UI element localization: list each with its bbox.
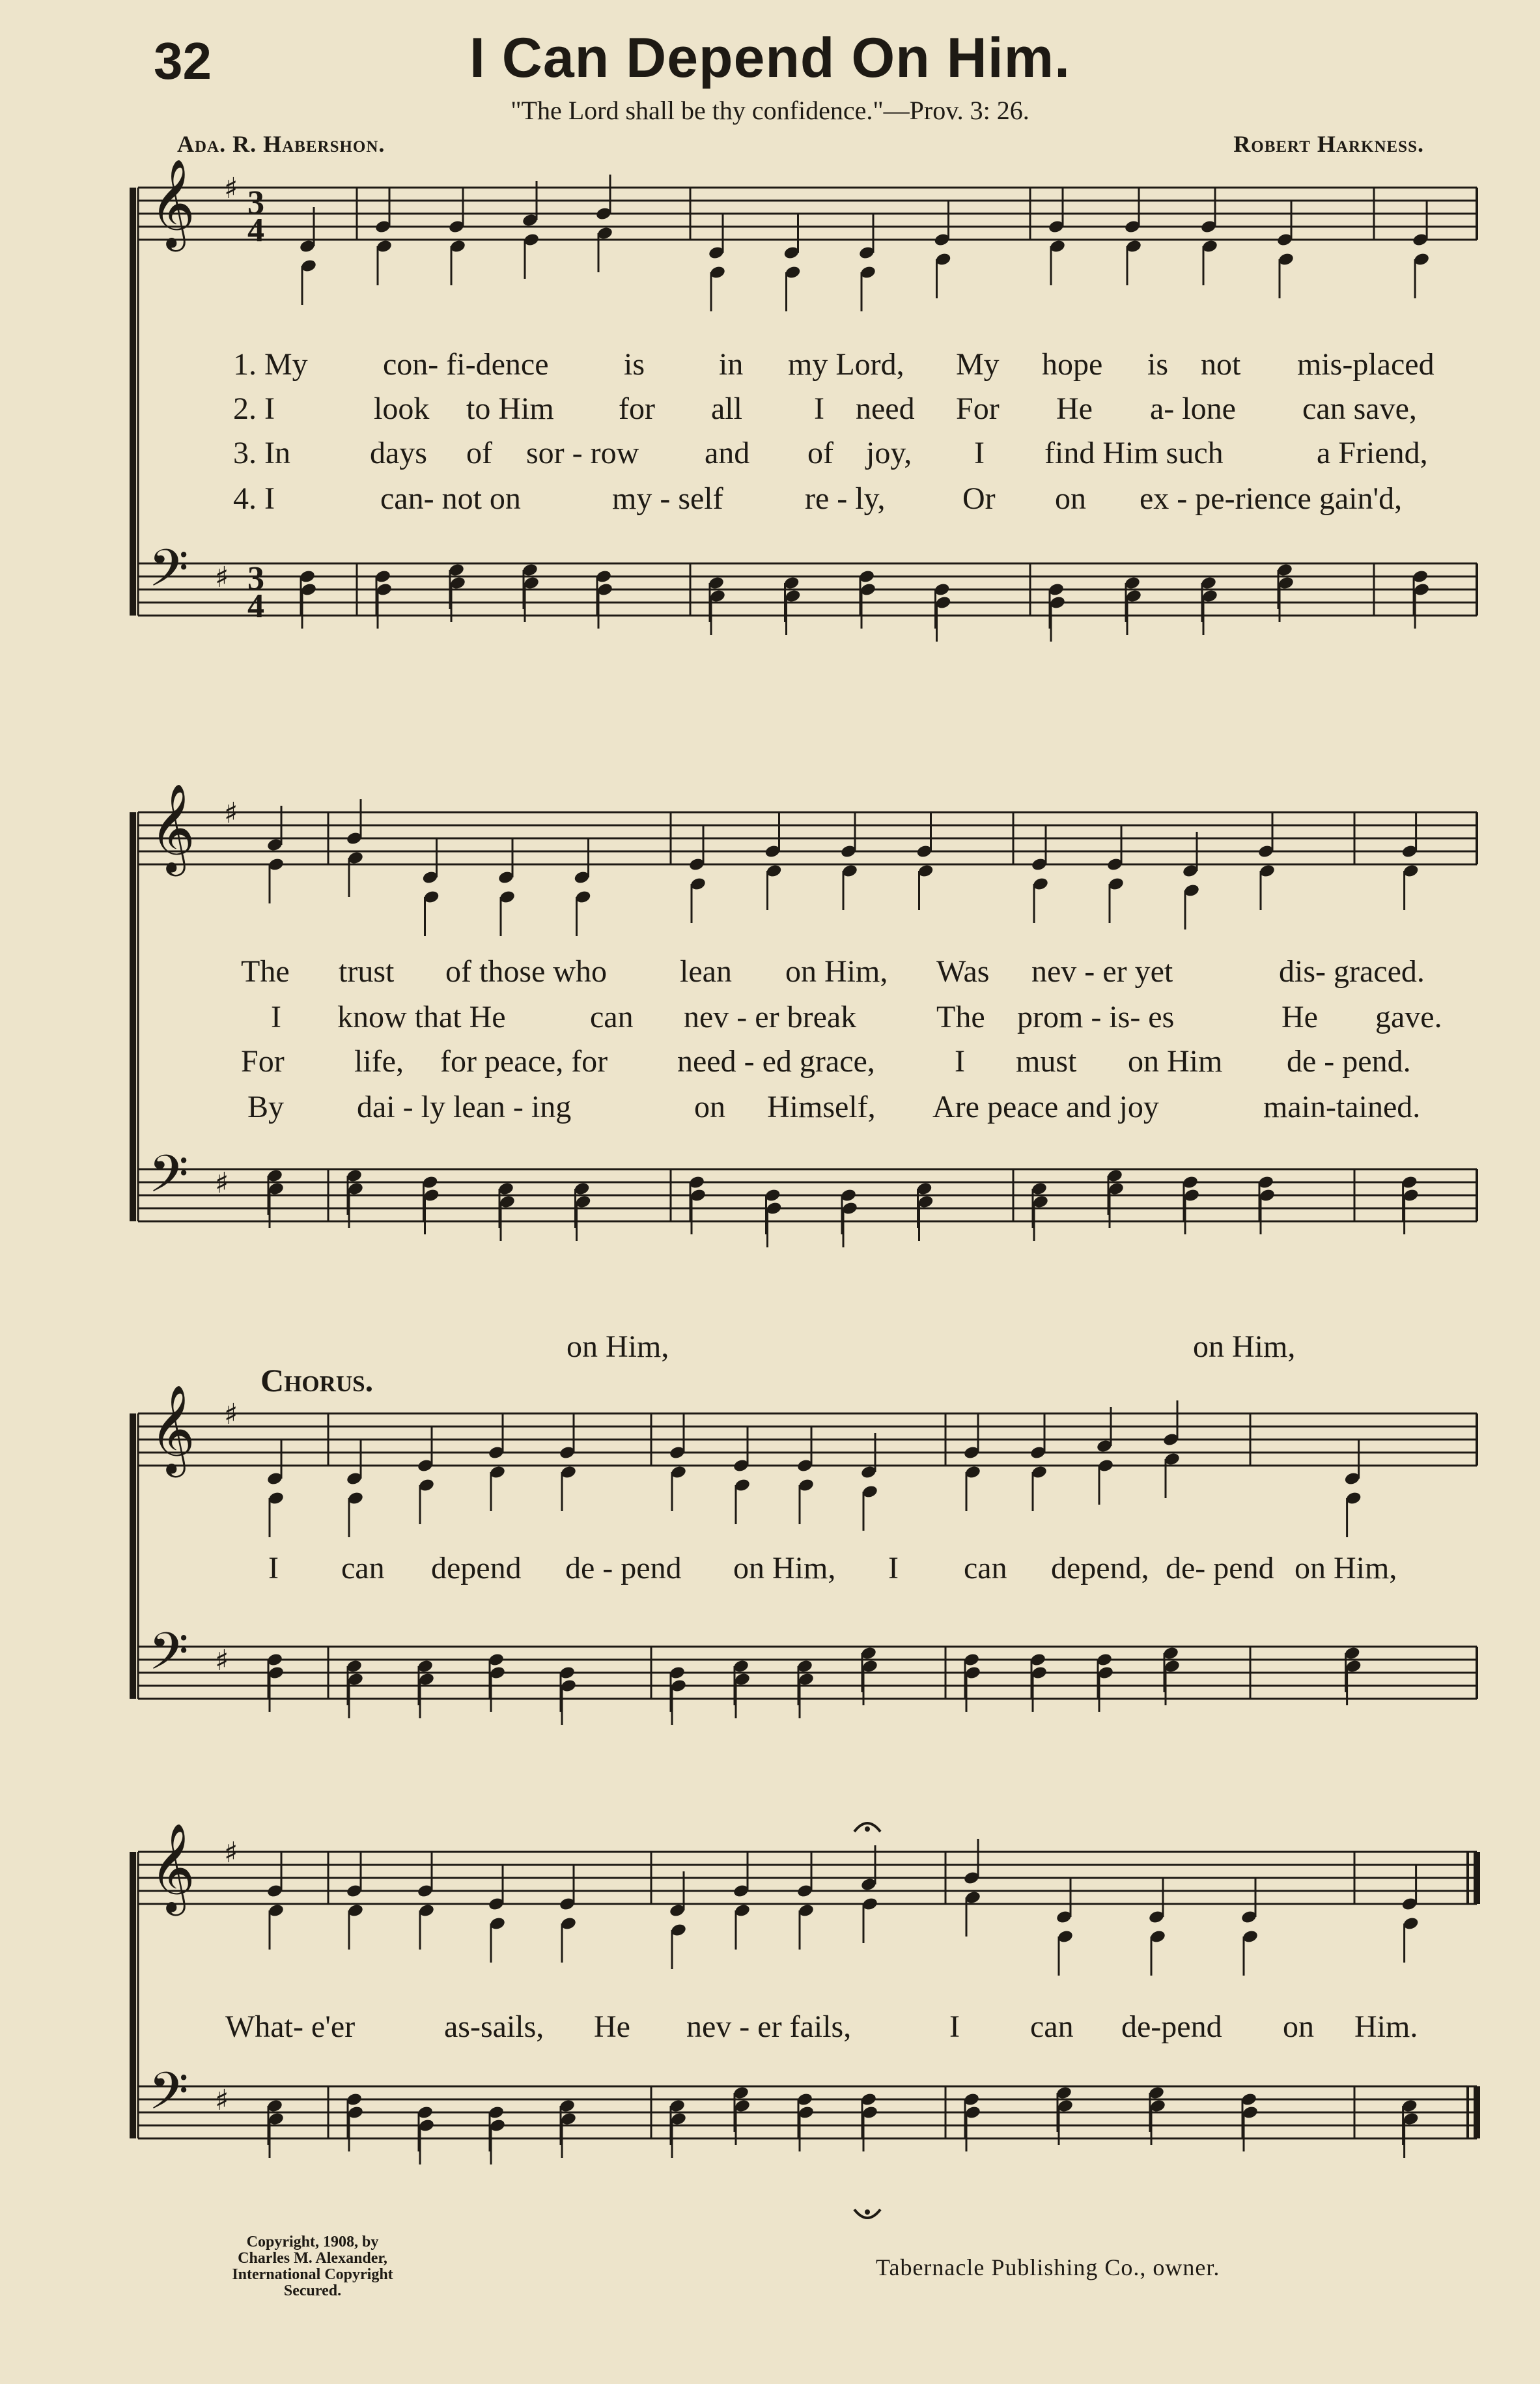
- sharp-key-signature-icon: ♯: [224, 797, 238, 830]
- chorus-word: can: [341, 1551, 385, 1585]
- chorus-word: I: [268, 1551, 279, 1585]
- verse-2-word: a- lone: [1150, 391, 1236, 426]
- verse-1-word: mis-placed: [1297, 347, 1435, 382]
- verse-4-word: re - ly,: [805, 481, 886, 516]
- final-word: I: [949, 2009, 960, 2044]
- verse-3-word: joy,: [866, 436, 912, 470]
- final-word: de-pend: [1121, 2009, 1222, 2044]
- verse-2-word: 2. I: [233, 391, 275, 426]
- time-signature-top: 3: [247, 184, 264, 221]
- verse-1-word: My: [956, 347, 1000, 382]
- verse-2-word: can: [590, 1000, 634, 1034]
- verse-1-word: not: [1201, 347, 1241, 382]
- verse-1-word: Was: [936, 954, 990, 989]
- chorus-word: depend,: [1051, 1551, 1149, 1585]
- verse-2-word: prom - is- es: [1017, 1000, 1175, 1034]
- copyright-line: Charles M. Alexander,: [238, 2250, 387, 2267]
- verse-4-word: Are peace and joy: [932, 1090, 1159, 1124]
- verse-1-word: is: [1147, 347, 1169, 382]
- verse-2-word: I: [271, 1000, 281, 1034]
- sharp-key-signature-icon: ♯: [224, 172, 238, 205]
- verse-1-word: 1. My: [233, 347, 308, 382]
- verse-1-word: lean: [680, 954, 732, 989]
- verse-1-word: is: [624, 347, 645, 382]
- verse-1-word: con- fi-dence: [383, 347, 549, 382]
- verse-3-word: I: [974, 436, 985, 470]
- sharp-key-signature-icon: ♯: [215, 1167, 229, 1200]
- verse-1-word: nev - er yet: [1031, 954, 1173, 989]
- bass-clef-icon: 𝄢: [148, 1621, 189, 1694]
- verse-3-word: on Him: [1128, 1044, 1223, 1079]
- verse-3-word: need - ed grace,: [677, 1044, 875, 1079]
- lyricist-credit: Ada. R. Habershon.: [177, 131, 385, 157]
- verse-4-word: By: [247, 1090, 285, 1124]
- verse-3-word: sor - row: [526, 436, 639, 470]
- fermata-dot: [865, 2209, 870, 2215]
- hymn-title: I Can Depend On Him.: [469, 27, 1071, 89]
- composer-credit: Robert Harkness.: [1233, 131, 1424, 157]
- verse-4-word: ex - pe-rience gain'd,: [1140, 481, 1403, 516]
- verse-4-word: on: [694, 1090, 725, 1124]
- sharp-key-signature-icon: ♯: [215, 2084, 229, 2117]
- verse-1-word: my Lord,: [788, 347, 904, 382]
- verse-1-word: trust: [339, 954, 395, 989]
- verse-4-word: dai - ly lean - ing: [357, 1090, 572, 1124]
- verse-1-word: of those who: [445, 954, 607, 989]
- verse-3-word: must: [1016, 1044, 1077, 1079]
- echo-text: on Him,: [567, 1329, 669, 1364]
- treble-clef-icon: 𝄞: [150, 158, 195, 248]
- verse-1-word: in: [719, 347, 744, 382]
- verse-2-word: I: [814, 391, 824, 426]
- verse-2-word: He: [1281, 1000, 1318, 1034]
- chorus-word: on Him,: [733, 1551, 836, 1585]
- verse-1-word: dis- graced.: [1279, 954, 1425, 989]
- verse-3-word: 3. In: [233, 436, 290, 470]
- final-word: He: [594, 2009, 630, 2044]
- time-signature-bottom: 4: [247, 212, 264, 249]
- final-word: Him.: [1354, 2009, 1418, 2044]
- verse-3-word: I: [955, 1044, 965, 1079]
- chorus-word: de- pend: [1166, 1551, 1274, 1585]
- verse-2-word: all: [711, 391, 742, 426]
- copyright-notice: [215, 2234, 410, 2299]
- sharp-key-signature-icon: ♯: [215, 561, 229, 594]
- bass-clef-icon: 𝄢: [148, 2061, 189, 2134]
- verse-2-word: nev - er break: [684, 1000, 857, 1034]
- chorus-word: can: [964, 1551, 1007, 1585]
- verse-2-word: to Him: [466, 391, 554, 426]
- final-word: nev - er fails,: [686, 2009, 852, 2044]
- verse-1-word: on Him,: [785, 954, 888, 989]
- verse-4-word: main-tained.: [1263, 1090, 1421, 1124]
- verse-2-word: look: [374, 391, 430, 426]
- verse-2-word: He: [1056, 391, 1093, 426]
- verse-2-word: For: [956, 391, 1000, 426]
- publisher-credit: Tabernacle Publishing Co., owner.: [876, 2254, 1220, 2280]
- verse-2-word: for: [619, 391, 655, 426]
- verse-4-word: on: [1055, 481, 1086, 516]
- verse-3-word: For: [241, 1044, 285, 1079]
- sharp-key-signature-icon: ♯: [224, 1836, 238, 1869]
- bass-clef-icon: 𝄢: [148, 1144, 189, 1217]
- hymn-number: 32: [154, 32, 212, 90]
- time-signature-top: 3: [247, 560, 264, 597]
- verse-2-word: need: [856, 391, 915, 426]
- chorus-word: on Him,: [1295, 1551, 1397, 1585]
- verse-3-word: life,: [354, 1044, 404, 1079]
- verse-3-word: find Him such: [1044, 436, 1224, 470]
- verse-3-word: days: [370, 436, 427, 470]
- final-word: can: [1030, 2009, 1074, 2044]
- copyright-line: International Copyright Secured.: [232, 2266, 393, 2299]
- sharp-key-signature-icon: ♯: [224, 1398, 238, 1431]
- sharp-key-signature-icon: ♯: [215, 1644, 229, 1677]
- verse-4-word: Himself,: [767, 1090, 876, 1124]
- fermata-dot: [865, 1826, 870, 1832]
- verse-3-word: for peace, for: [440, 1044, 608, 1079]
- chorus-word: I: [888, 1551, 899, 1585]
- verse-3-word: de - pend.: [1287, 1044, 1411, 1079]
- copyright-line: Copyright, 1908, by: [246, 2234, 379, 2250]
- verse-2-word: gave.: [1375, 1000, 1442, 1034]
- chorus-word: depend: [431, 1551, 522, 1585]
- verse-3-word: of: [466, 436, 492, 470]
- verse-1-word: The: [241, 954, 290, 989]
- bass-clef-icon: 𝄢: [148, 538, 189, 611]
- verse-4-word: my - self: [612, 481, 723, 516]
- treble-clef-icon: 𝄞: [150, 782, 195, 872]
- verse-3-word: a Friend,: [1317, 436, 1428, 470]
- treble-clef-icon: 𝄞: [150, 1822, 195, 1912]
- verse-2-word: The: [936, 1000, 985, 1034]
- verse-4-word: can- not on: [380, 481, 521, 516]
- verse-4-word: Or: [962, 481, 996, 516]
- verse-1-word: hope: [1042, 347, 1103, 382]
- echo-text: on Him,: [1193, 1329, 1296, 1364]
- time-signature-bottom: 4: [247, 588, 264, 625]
- verse-2-word: can save,: [1302, 391, 1417, 426]
- final-word: on: [1283, 2009, 1314, 2044]
- chorus-word: de - pend: [565, 1551, 682, 1585]
- verse-2-word: know that He: [337, 1000, 506, 1034]
- verse-3-word: of: [807, 436, 833, 470]
- scripture-epigraph: "The Lord shall be thy confidence."—Prov. 3: 26.: [511, 96, 1029, 125]
- chorus-label: Chorus.: [260, 1362, 374, 1398]
- final-word: as-sails,: [444, 2009, 544, 2044]
- verse-4-word: 4. I: [233, 481, 275, 516]
- treble-clef-icon: 𝄞: [150, 1384, 195, 1473]
- final-word: What- e'er: [225, 2009, 356, 2044]
- verse-3-word: and: [705, 436, 750, 470]
